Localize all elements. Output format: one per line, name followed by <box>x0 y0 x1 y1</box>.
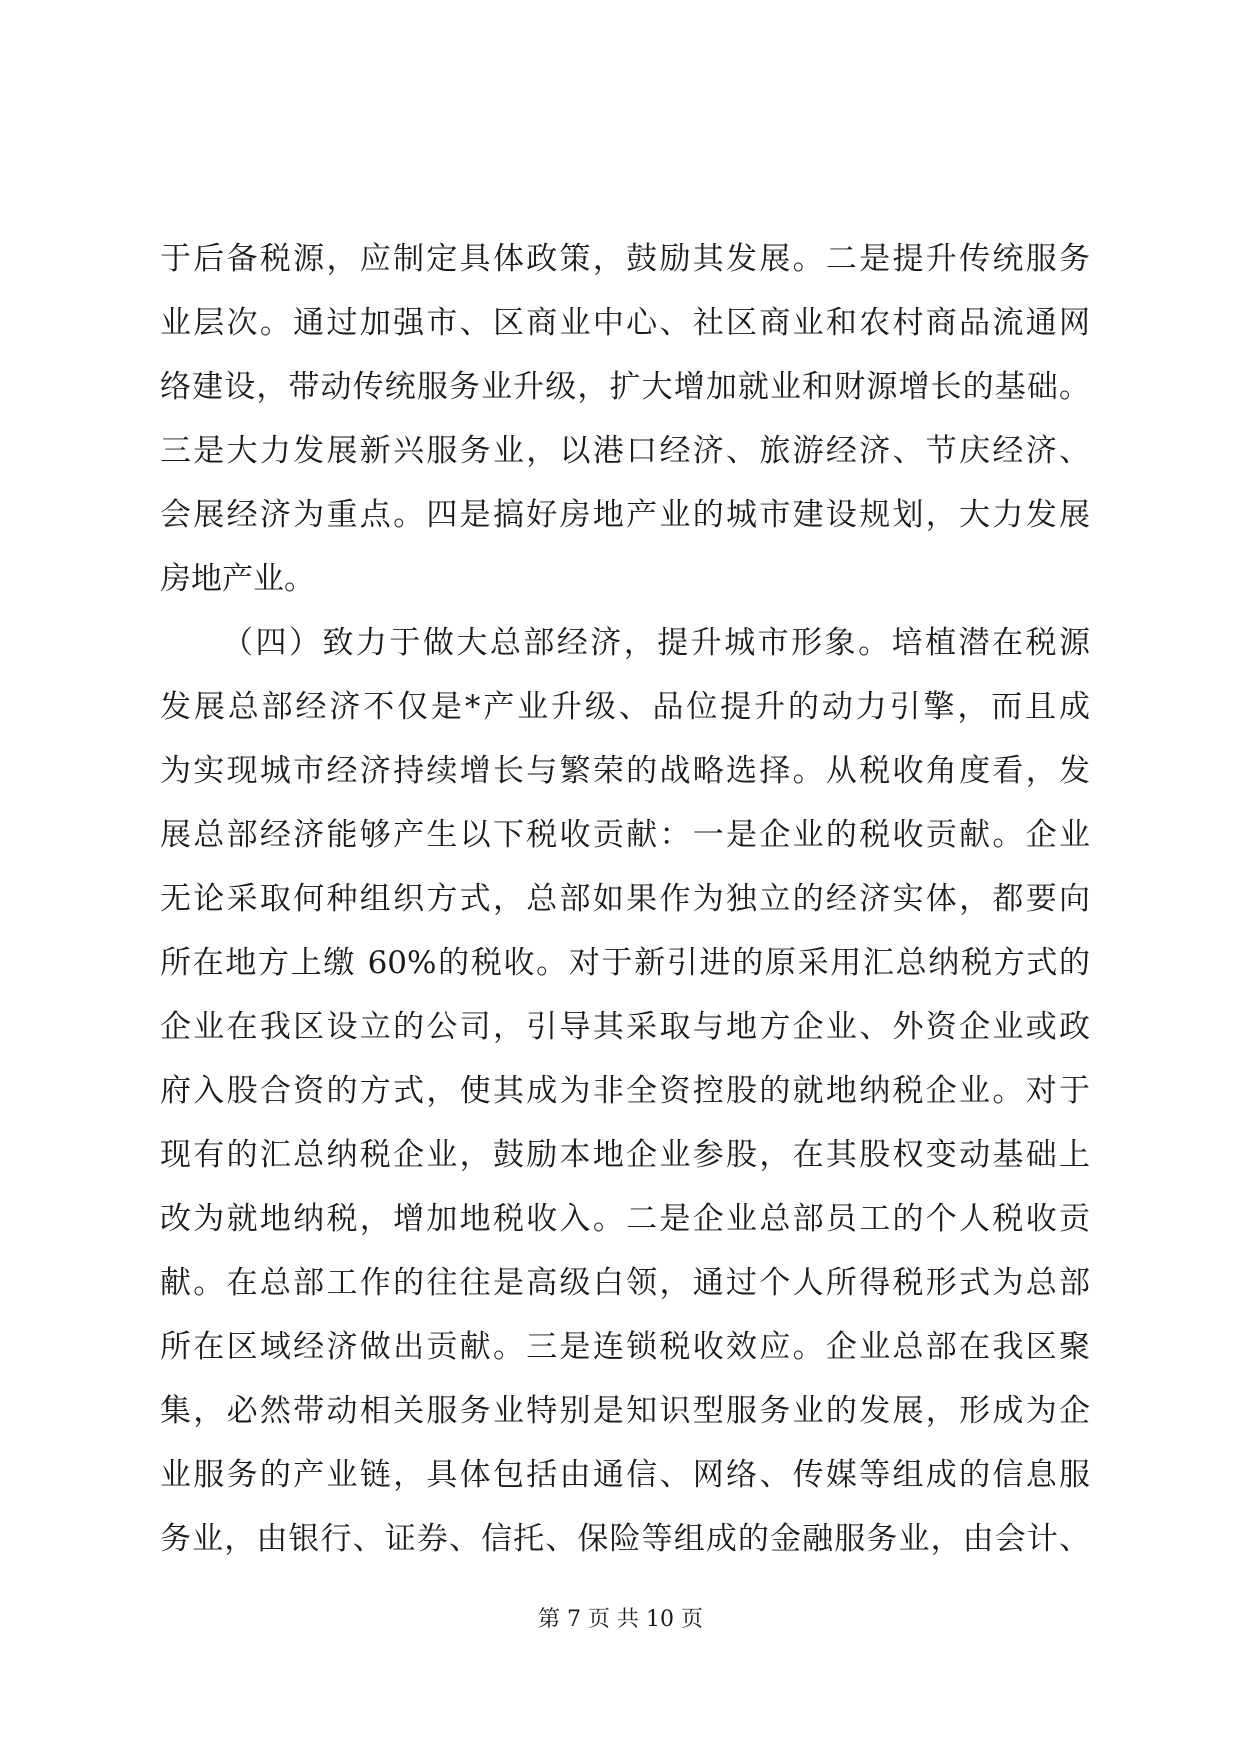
paragraph-2-line-7: 企业在我区设立的公司，引导其采取与地方企业、外资企业或政 <box>160 1009 1090 1045</box>
paragraph-2-line-2: 发展总部经济不仅是*产业升级、品位提升的动力引擎，而且成 <box>160 689 1090 725</box>
paragraph-2-line-5: 无论采取何种组织方式，总部如果作为独立的经济实体，都要向 <box>160 881 1090 917</box>
paragraph-1-line-1: 于后备税源，应制定具体政策，鼓励其发展。二是提升传统服务 <box>160 241 1090 277</box>
paragraph-2-line-6: 所在地方上缴 60%的税收。对于新引进的原采用汇总纳税方式的 <box>160 945 1090 981</box>
paragraph-2-line-10: 改为就地纳税，增加地税收入。二是企业总部员工的个人税收贡 <box>160 1201 1090 1237</box>
paragraph-2-line-1: （四）致力于做大总部经济，提升城市形象。培植潜在税源 <box>222 625 1090 661</box>
paragraph-1-line-4: 三是大力发展新兴服务业，以港口经济、旅游经济、节庆经济、 <box>160 433 1090 469</box>
paragraph-2-line-3: 为实现城市经济持续增长与繁荣的战略选择。从税收角度看，发 <box>160 753 1090 789</box>
paragraph-1-line-6: 房地产业。 <box>160 561 315 597</box>
paragraph-2-line-9: 现有的汇总纳税企业，鼓励本地企业参股，在其股权变动基础上 <box>160 1137 1090 1173</box>
body-text <box>160 227 1090 1571</box>
paragraph-2-line-8: 府入股合资的方式，使其成为非全资控股的就地纳税企业。对于 <box>160 1073 1090 1109</box>
paragraph-2-line-14: 业服务的产业链，具体包括由通信、网络、传媒等组成的信息服 <box>160 1457 1090 1493</box>
paragraph-2-line-12: 所在区域经济做出贡献。三是连锁税收效应。企业总部在我区聚 <box>160 1329 1090 1365</box>
page-number-footer: 第 7 页 共 10 页 <box>538 1607 703 1632</box>
paragraph-1-line-5: 会展经济为重点。四是搞好房地产业的城市建设规划，大力发展 <box>160 497 1090 533</box>
paragraph-2-line-15: 务业，由银行、证券、信托、保险等组成的金融服务业，由会计、 <box>160 1521 1090 1557</box>
paragraph-2-line-4: 展总部经济能够产生以下税收贡献：一是企业的税收贡献。企业 <box>160 817 1090 853</box>
paragraph-1-line-2: 业层次。通过加强市、区商业中心、社区商业和农村商品流通网 <box>160 305 1090 341</box>
paragraph-2-line-13: 集，必然带动相关服务业特别是知识型服务业的发展，形成为企 <box>160 1393 1090 1429</box>
paragraph-2-line-11: 献。在总部工作的往往是高级白领，通过个人所得税形式为总部 <box>160 1265 1090 1301</box>
paragraph-1-line-3: 络建设，带动传统服务业升级，扩大增加就业和财源增长的基础。 <box>160 369 1090 405</box>
